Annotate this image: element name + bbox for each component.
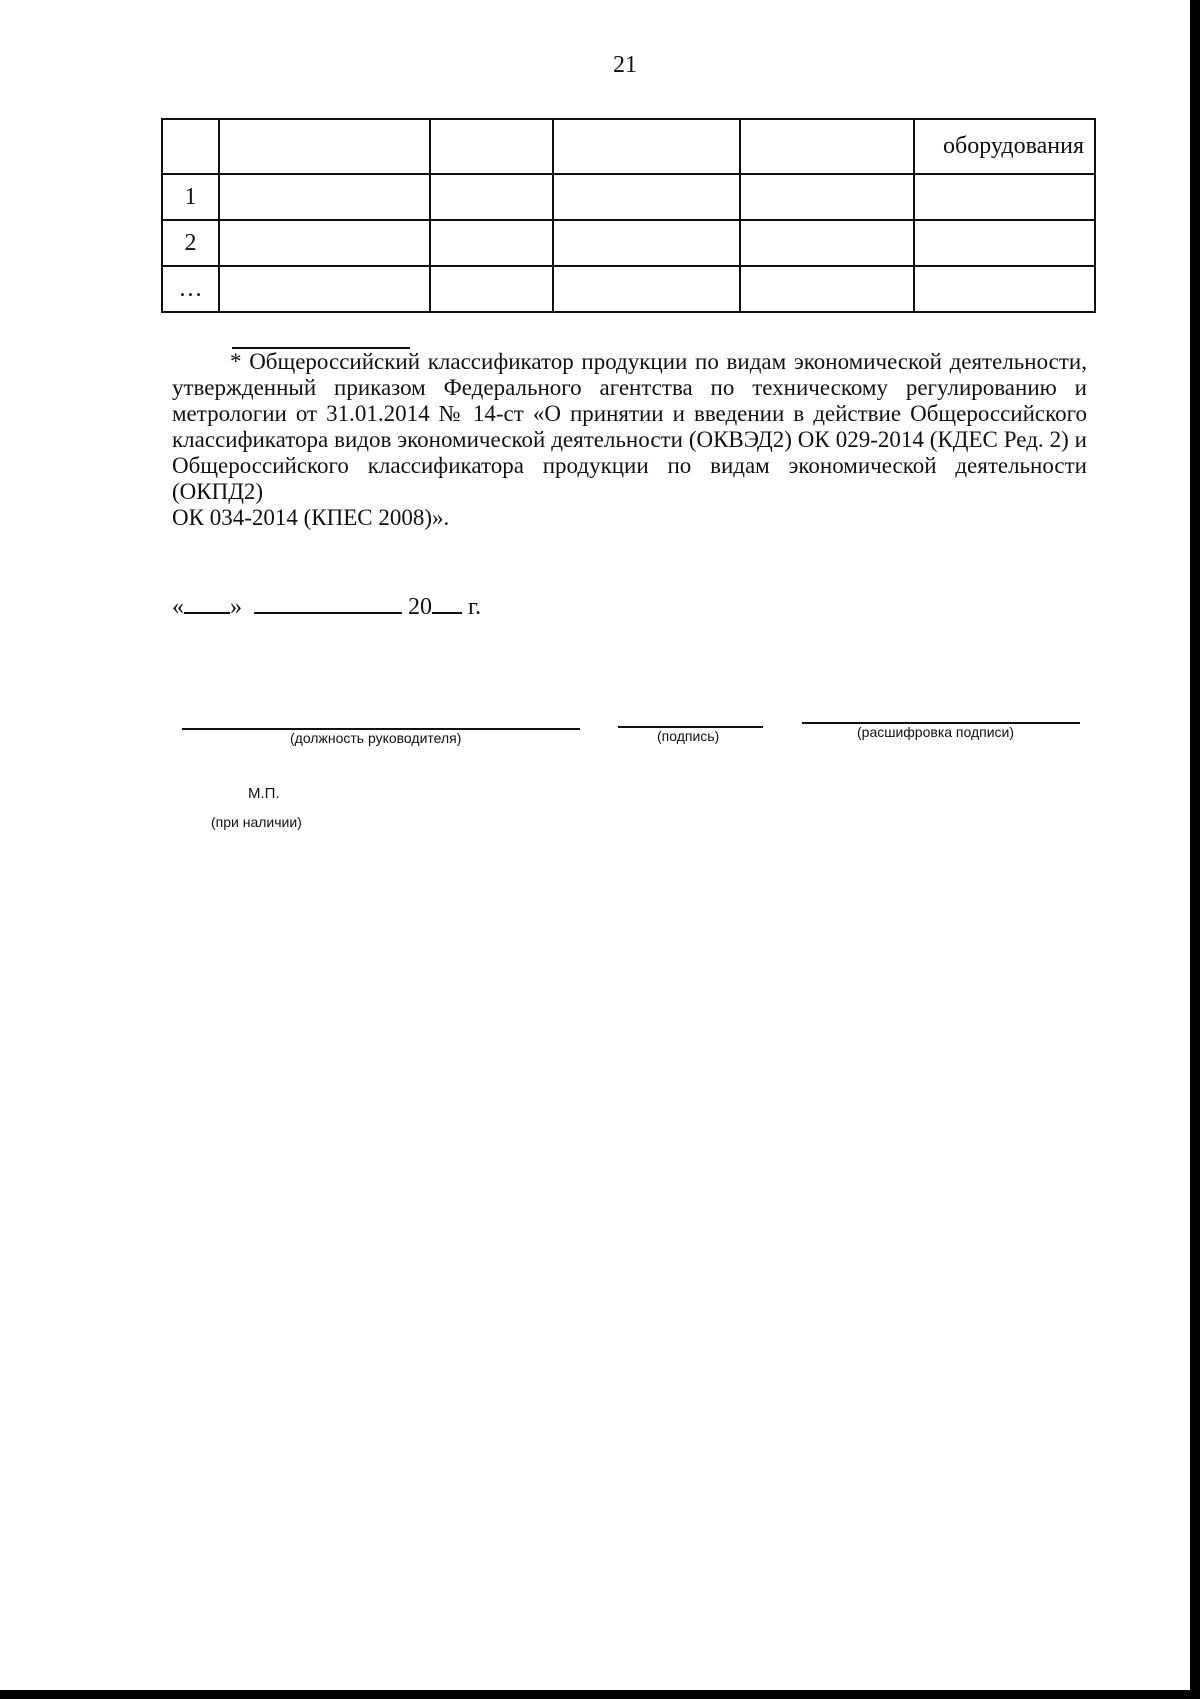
decoding-caption: (расшифровка подписи) xyxy=(857,724,1015,740)
table-row xyxy=(162,266,1095,312)
footnote xyxy=(172,349,1087,531)
table-cell xyxy=(914,220,1095,266)
table-cell xyxy=(219,174,430,220)
table-cell xyxy=(553,266,740,312)
footnote-line: Общероссийского классификатора продукции по видам экономической деятельности (ОКПД2) xyxy=(172,453,1087,504)
scan-edge-right xyxy=(1190,0,1200,1699)
table-cell xyxy=(553,174,740,220)
year-prefix: 20 xyxy=(408,594,432,620)
footnote-line: метрологии от 31.01.2014 № 14-ст «О принятии и введении в действие Общероссийского xyxy=(172,401,1087,426)
equipment-table xyxy=(161,118,1096,313)
table-cell xyxy=(914,266,1095,312)
row-number: 2 xyxy=(162,220,219,266)
table-cell xyxy=(740,174,914,220)
table-cell xyxy=(219,119,430,174)
page-number: 21 xyxy=(613,52,637,78)
scan-edge-bottom xyxy=(0,1690,1200,1699)
date-open-quote: « xyxy=(172,594,184,620)
header-cell-equipment: оборудования xyxy=(914,119,1095,174)
position-caption: (должность руководителя) xyxy=(290,730,462,746)
year-blank[interactable] xyxy=(432,592,462,614)
table-cell xyxy=(430,220,553,266)
footnote-line: утвержденный приказом Федерального агентства по техническому регулированию и xyxy=(172,375,1087,400)
footnote-line: * Общероссийский классификатор продукции по видам экономической деятельности, xyxy=(230,349,1087,374)
table-cell xyxy=(553,220,740,266)
table-cell xyxy=(553,119,740,174)
row-number: … xyxy=(162,266,219,312)
footnote-line: ОК 034-2014 (КПЕС 2008)». xyxy=(172,505,450,530)
signature-caption: (подпись) xyxy=(657,728,720,744)
table-cell xyxy=(740,266,914,312)
footnote-line: классификатора видов экономической деятельности (ОКВЭД2) ОК 029-2014 (КДЕС Ред. 2) и xyxy=(172,427,1087,452)
table-cell xyxy=(430,119,553,174)
table-row xyxy=(162,220,1095,266)
date-close-quote: » xyxy=(230,594,242,620)
table-cell xyxy=(162,119,219,174)
table-cell xyxy=(219,220,430,266)
table-cell xyxy=(740,119,914,174)
table-cell xyxy=(219,266,430,312)
year-suffix: г. xyxy=(468,594,482,620)
month-blank[interactable] xyxy=(254,592,402,614)
stamp-label: М.П. xyxy=(248,785,280,802)
table-cell xyxy=(740,220,914,266)
day-blank[interactable] xyxy=(184,592,230,614)
table-cell xyxy=(430,174,553,220)
row-number: 1 xyxy=(162,174,219,220)
table-header-row xyxy=(162,119,1095,174)
table-cell xyxy=(430,266,553,312)
stamp-note: (при наличии) xyxy=(211,814,302,830)
date-field xyxy=(172,592,481,621)
table-cell xyxy=(914,174,1095,220)
table-row xyxy=(162,174,1095,220)
